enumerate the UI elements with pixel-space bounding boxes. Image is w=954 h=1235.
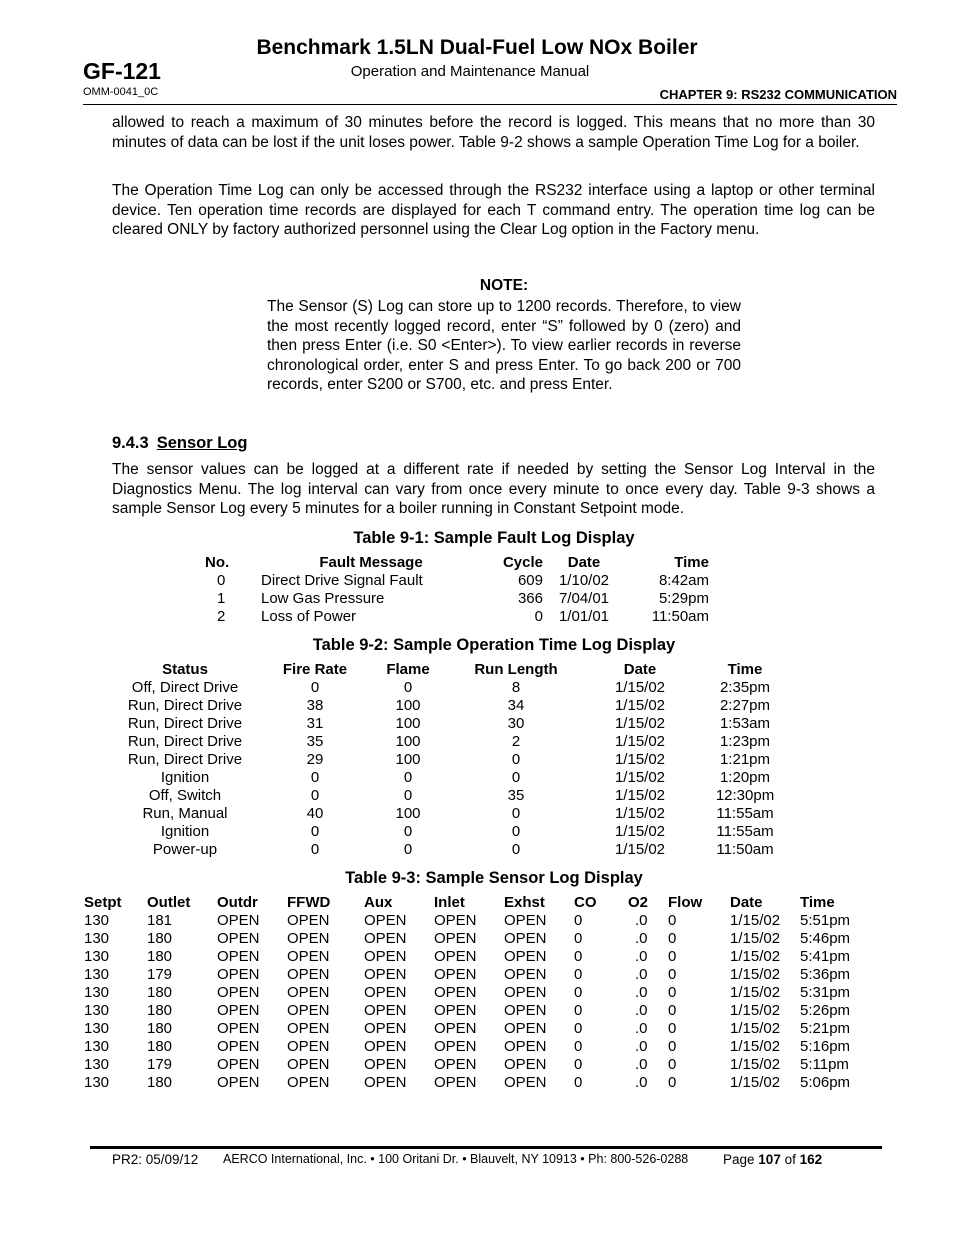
table-cell: 1:21pm bbox=[719, 751, 771, 768]
table-cell: 5:41pm bbox=[800, 948, 851, 965]
table-cell: 5:16pm bbox=[800, 1038, 851, 1055]
column-header: Time bbox=[674, 554, 709, 571]
table-cell: 5:21pm bbox=[800, 1020, 851, 1037]
table-cell: 2:35pm bbox=[719, 679, 771, 696]
table-cell: 180 bbox=[147, 1020, 173, 1037]
table-row bbox=[205, 572, 709, 590]
table-cell: 366 bbox=[517, 590, 543, 607]
table-cell: 0 bbox=[668, 1038, 677, 1055]
table-cell: Ignition bbox=[160, 769, 210, 786]
table-cell: 38 bbox=[306, 697, 324, 714]
table-cell: OPEN bbox=[364, 1074, 407, 1091]
fault-log-table bbox=[205, 554, 709, 626]
table-cell: 130 bbox=[84, 1002, 110, 1019]
table-cell: 1/15/02 bbox=[614, 805, 666, 822]
table-cell: OPEN bbox=[287, 966, 330, 983]
table-cell: 7/04/01 bbox=[558, 590, 610, 607]
table-cell: OPEN bbox=[287, 1074, 330, 1091]
table-cell: 0 bbox=[668, 1020, 677, 1037]
table-row bbox=[112, 751, 798, 769]
table-cell: 0 bbox=[668, 1074, 677, 1091]
table-header-row bbox=[112, 661, 798, 679]
table-cell: 5:29pm bbox=[658, 590, 709, 607]
table-cell: .0 bbox=[635, 948, 648, 965]
column-header: CO bbox=[574, 894, 597, 911]
table-cell: 1 bbox=[217, 590, 226, 607]
sensor-log-table bbox=[84, 894, 860, 1092]
table-cell: 609 bbox=[517, 572, 543, 589]
paragraph-log-timing: allowed to reach a maximum of 30 minutes before the record is logged. This means that no more than 30 minutes of data can be lost if the unit loses power. Table 9-2 shows a sample Operation Time Log for a boiler. bbox=[112, 114, 875, 151]
table-cell: 1/15/02 bbox=[730, 1038, 781, 1055]
column-header: Cycle bbox=[502, 554, 543, 571]
table-cell: 1:23pm bbox=[719, 733, 771, 750]
table-cell: OPEN bbox=[217, 1038, 260, 1055]
table-row bbox=[84, 1056, 860, 1074]
table-cell: 181 bbox=[147, 912, 173, 929]
table-cell: 100 bbox=[395, 733, 421, 750]
table-cell: OPEN bbox=[287, 1038, 330, 1055]
table-cell: .0 bbox=[635, 966, 648, 983]
table-cell: 0 bbox=[668, 984, 677, 1001]
table-cell: OPEN bbox=[434, 1002, 477, 1019]
table-cell: 0 bbox=[403, 787, 413, 804]
column-header: Fire Rate bbox=[282, 661, 348, 678]
table-cell: 1/15/02 bbox=[730, 984, 781, 1001]
column-header: Date bbox=[730, 894, 763, 911]
table-cell: OPEN bbox=[364, 1056, 407, 1073]
footer-revision: PR2: 05/09/12 bbox=[112, 1152, 199, 1167]
table-row bbox=[84, 912, 860, 930]
column-header: Run Length bbox=[474, 661, 558, 678]
table-row bbox=[84, 984, 860, 1002]
table-cell: OPEN bbox=[434, 1056, 477, 1073]
table-cell: 0 bbox=[574, 1074, 583, 1091]
table-cell: Run, Direct Drive bbox=[127, 751, 243, 768]
column-header: Outdr bbox=[217, 894, 258, 911]
table-cell: Ignition bbox=[160, 823, 210, 840]
table-cell: OPEN bbox=[287, 1020, 330, 1037]
table-cell: 180 bbox=[147, 984, 173, 1001]
table-cell: 0 bbox=[511, 769, 521, 786]
table-cell: 0 bbox=[574, 948, 583, 965]
table-cell: 179 bbox=[147, 1056, 173, 1073]
table-cell: 100 bbox=[395, 697, 421, 714]
table-cell: OPEN bbox=[217, 984, 260, 1001]
footer-company-info: AERCO International, Inc. • 100 Oritani Dr. • Blauvelt, NY 10913 • Ph: 800-526-0288 bbox=[223, 1152, 689, 1166]
table-cell: 1/15/02 bbox=[730, 1002, 781, 1019]
table-cell: 0 bbox=[668, 948, 677, 965]
table-cell: 130 bbox=[84, 1038, 110, 1055]
table-cell: OPEN bbox=[434, 930, 477, 947]
table-cell: 5:36pm bbox=[800, 966, 851, 983]
table-row bbox=[84, 948, 860, 966]
column-header: Inlet bbox=[434, 894, 465, 911]
column-header: O2 bbox=[628, 894, 649, 911]
table-cell: 40 bbox=[306, 805, 324, 822]
table-cell: Off, Direct Drive bbox=[131, 679, 239, 696]
table-caption-operation-log: Table 9-2: Sample Operation Time Log Display bbox=[312, 636, 676, 654]
table-cell: 1/15/02 bbox=[614, 787, 666, 804]
table-cell: 0 bbox=[574, 966, 583, 983]
table-cell: OPEN bbox=[287, 1002, 330, 1019]
column-header: Outlet bbox=[147, 894, 191, 911]
table-cell: 0 bbox=[403, 679, 413, 696]
table-cell: OPEN bbox=[504, 966, 547, 983]
table-cell: OPEN bbox=[504, 1056, 547, 1073]
current-page: 107 bbox=[758, 1152, 781, 1167]
table-cell: .0 bbox=[635, 930, 648, 947]
table-cell: Power-up bbox=[152, 841, 218, 858]
table-cell: .0 bbox=[635, 1056, 648, 1073]
table-cell: 0 bbox=[668, 1002, 677, 1019]
table-cell: OPEN bbox=[434, 948, 477, 965]
table-cell: 0 bbox=[310, 787, 320, 804]
table-row bbox=[112, 769, 798, 787]
table-cell: 1/15/02 bbox=[614, 751, 666, 768]
table-cell: 5:46pm bbox=[800, 930, 851, 947]
table-cell: 1/15/02 bbox=[730, 1020, 781, 1037]
table-cell: 100 bbox=[395, 805, 421, 822]
column-header: Aux bbox=[364, 894, 393, 911]
column-header: Fault Message bbox=[319, 554, 423, 571]
table-cell: 1/15/02 bbox=[730, 1056, 781, 1073]
table-cell: OPEN bbox=[217, 1074, 260, 1091]
table-row bbox=[112, 733, 798, 751]
table-cell: 0 bbox=[511, 805, 521, 822]
table-row bbox=[84, 1020, 860, 1038]
table-header-row bbox=[84, 894, 860, 912]
table-cell: 11:55am bbox=[716, 805, 774, 822]
table-cell: OPEN bbox=[287, 930, 330, 947]
table-cell: 1/01/01 bbox=[558, 608, 610, 625]
table-row bbox=[112, 841, 798, 859]
table-row bbox=[112, 823, 798, 841]
table-cell: 12:30pm bbox=[715, 787, 775, 804]
table-cell: 35 bbox=[507, 787, 525, 804]
table-cell: 5:31pm bbox=[800, 984, 851, 1001]
table-row bbox=[84, 1074, 860, 1092]
table-row bbox=[205, 608, 709, 626]
table-cell: OPEN bbox=[364, 984, 407, 1001]
table-cell: 30 bbox=[507, 715, 525, 732]
table-cell: OPEN bbox=[364, 1002, 407, 1019]
table-cell: 0 bbox=[511, 841, 521, 858]
table-cell: 130 bbox=[84, 912, 110, 929]
table-cell: 2 bbox=[511, 733, 521, 750]
table-row bbox=[84, 1038, 860, 1056]
table-cell: OPEN bbox=[364, 948, 407, 965]
operation-time-log-table bbox=[112, 661, 798, 859]
table-row bbox=[112, 805, 798, 823]
table-cell: 130 bbox=[84, 1074, 110, 1091]
table-cell: 0 bbox=[403, 841, 413, 858]
table-cell: 180 bbox=[147, 948, 173, 965]
table-cell: 1/15/02 bbox=[614, 841, 666, 858]
table-cell: 1/15/02 bbox=[730, 930, 781, 947]
table-cell: 5:26pm bbox=[800, 1002, 851, 1019]
column-header: Date bbox=[567, 554, 601, 571]
table-cell: 0 bbox=[511, 823, 521, 840]
table-cell: .0 bbox=[635, 984, 648, 1001]
operation-log-rows bbox=[112, 679, 798, 859]
table-row bbox=[84, 930, 860, 948]
table-cell: 0 bbox=[574, 1038, 583, 1055]
paragraph-operation-log-access: The Operation Time Log can only be accessed through the RS232 interface using a laptop or other terminal device. Ten operation time records are displayed for each T command entry. The operation time log can be cleared ONLY by factory authorized personnel using the Clear Log option in the Factory menu. bbox=[112, 182, 875, 239]
table-row bbox=[112, 697, 798, 715]
table-cell: OPEN bbox=[287, 984, 330, 1001]
table-cell: .0 bbox=[635, 1002, 648, 1019]
table-cell: 11:50am bbox=[716, 841, 774, 858]
table-cell: 0 bbox=[574, 1020, 583, 1037]
table-cell: 0 bbox=[310, 679, 320, 696]
table-cell: OPEN bbox=[217, 1020, 260, 1037]
table-cell: 11:55am bbox=[716, 823, 774, 840]
table-cell: Run, Direct Drive bbox=[127, 733, 243, 750]
table-cell: 1/15/02 bbox=[614, 769, 666, 786]
column-header: Status bbox=[162, 661, 208, 678]
table-cell: OPEN bbox=[504, 948, 547, 965]
table-cell: 130 bbox=[84, 930, 110, 947]
table-cell: 0 bbox=[511, 751, 521, 768]
header-divider bbox=[83, 104, 897, 105]
note-heading: NOTE: bbox=[479, 277, 529, 294]
table-cell: 179 bbox=[147, 966, 173, 983]
table-cell: .0 bbox=[635, 1020, 648, 1037]
table-cell: Run, Direct Drive bbox=[127, 715, 243, 732]
column-header: Time bbox=[800, 894, 835, 911]
table-cell: OPEN bbox=[217, 930, 260, 947]
table-caption-fault-log: Table 9-1: Sample Fault Log Display bbox=[353, 529, 635, 547]
table-cell: 29 bbox=[306, 751, 324, 768]
document-number: OMM-0041_0C bbox=[83, 86, 159, 98]
table-cell: 0 bbox=[574, 1002, 583, 1019]
table-cell: 1/15/02 bbox=[614, 697, 666, 714]
table-cell: 1/15/02 bbox=[730, 948, 781, 965]
column-header: Flow bbox=[668, 894, 703, 911]
table-cell: 1:20pm bbox=[719, 769, 771, 786]
table-cell: OPEN bbox=[364, 912, 407, 929]
table-cell: 34 bbox=[507, 697, 525, 714]
table-cell: 0 bbox=[310, 769, 320, 786]
table-cell: OPEN bbox=[504, 1020, 547, 1037]
table-row bbox=[112, 787, 798, 805]
column-header: Setpt bbox=[84, 894, 122, 911]
column-header: Date bbox=[623, 661, 657, 678]
table-row bbox=[84, 1002, 860, 1020]
table-cell: Run, Manual bbox=[142, 805, 228, 822]
table-cell: Run, Direct Drive bbox=[127, 697, 243, 714]
table-cell: OPEN bbox=[434, 1038, 477, 1055]
table-cell: 5:11pm bbox=[800, 1056, 849, 1073]
column-header: No. bbox=[205, 554, 230, 571]
table-cell: 1/15/02 bbox=[614, 733, 666, 750]
table-cell: OPEN bbox=[434, 912, 477, 929]
table-cell: 0 bbox=[310, 841, 320, 858]
document-subtitle: Operation and Maintenance Manual bbox=[350, 63, 590, 80]
table-cell: 0 bbox=[668, 966, 677, 983]
table-cell: 0 bbox=[574, 930, 583, 947]
column-header: FFWD bbox=[287, 894, 331, 911]
table-cell: Loss of Power bbox=[261, 608, 357, 625]
table-cell: 0 bbox=[574, 912, 583, 929]
table-cell: 1/15/02 bbox=[614, 715, 666, 732]
column-header: Exhst bbox=[504, 894, 545, 911]
table-cell: 130 bbox=[84, 1056, 110, 1073]
table-cell: 0 bbox=[403, 769, 413, 786]
table-cell: 100 bbox=[395, 751, 421, 768]
column-header: Time bbox=[727, 661, 763, 678]
table-cell: OPEN bbox=[504, 1038, 547, 1055]
document-title: Benchmark 1.5LN Dual-Fuel Low NOx Boiler bbox=[256, 36, 698, 59]
table-cell: 2:27pm bbox=[719, 697, 771, 714]
table-cell: OPEN bbox=[217, 912, 260, 929]
table-cell: 130 bbox=[84, 966, 110, 983]
table-cell: Low Gas Pressure bbox=[261, 590, 385, 607]
of-label: of bbox=[784, 1152, 796, 1167]
table-cell: OPEN bbox=[364, 1038, 407, 1055]
table-cell: OPEN bbox=[434, 966, 477, 983]
table-cell: 180 bbox=[147, 1074, 173, 1091]
table-cell: OPEN bbox=[364, 930, 407, 947]
table-caption-sensor-log: Table 9-3: Sample Sensor Log Display bbox=[345, 869, 643, 887]
table-cell: 1/15/02 bbox=[614, 679, 666, 696]
table-cell: Off, Switch bbox=[148, 787, 222, 804]
table-cell: OPEN bbox=[287, 912, 330, 929]
note-body: The Sensor (S) Log can store up to 1200 records. Therefore, to view the most recently logged record, enter “S” followed by 0 (zero) and then press Enter (i.e. S0 <Enter>). To view earlier records in reverse chronological order, enter S and press Enter. To go back 200 or 700 records, enter S200 or S700, etc. and press Enter. bbox=[267, 298, 741, 394]
table-cell: 130 bbox=[84, 1020, 110, 1037]
table-cell: 0 bbox=[534, 608, 543, 625]
table-cell: 180 bbox=[147, 1002, 173, 1019]
table-cell: 0 bbox=[668, 912, 677, 929]
table-cell: 8 bbox=[511, 679, 521, 696]
footer-page-number bbox=[723, 1152, 822, 1167]
table-cell: 130 bbox=[84, 948, 110, 965]
table-cell: OPEN bbox=[434, 1020, 477, 1037]
table-cell: .0 bbox=[635, 1074, 648, 1091]
table-cell: OPEN bbox=[504, 984, 547, 1001]
table-cell: 180 bbox=[147, 930, 173, 947]
table-cell: OPEN bbox=[217, 1056, 260, 1073]
table-cell: 0 bbox=[310, 823, 320, 840]
table-cell: 0 bbox=[668, 1056, 677, 1073]
table-cell: OPEN bbox=[364, 966, 407, 983]
table-cell: 0 bbox=[217, 572, 226, 589]
table-row bbox=[205, 590, 709, 608]
table-cell: 5:06pm bbox=[800, 1074, 851, 1091]
sensor-log-rows bbox=[84, 912, 860, 1092]
footer-divider bbox=[90, 1146, 882, 1149]
table-cell: 31 bbox=[306, 715, 324, 732]
table-cell: 180 bbox=[147, 1038, 173, 1055]
table-row bbox=[112, 679, 798, 697]
paragraph-sensor-log: The sensor values can be logged at a different rate if needed by setting the Sensor Log Interval in the Diagnostics Menu. The log interval can vary from once every minute to once every day. Table 9-3 shows a sample Sensor Log every 5 minutes for a boiler running in Constant Setpoint mode. bbox=[112, 461, 875, 518]
table-cell: OPEN bbox=[504, 912, 547, 929]
table-cell: 8:42am bbox=[658, 572, 709, 589]
table-cell: 11:50am bbox=[651, 608, 709, 625]
column-header: Flame bbox=[386, 661, 430, 678]
table-cell: 1/15/02 bbox=[730, 912, 781, 929]
table-row bbox=[84, 966, 860, 984]
table-cell: 1/15/02 bbox=[730, 1074, 781, 1091]
table-cell: 35 bbox=[306, 733, 324, 750]
table-cell: OPEN bbox=[434, 1074, 477, 1091]
table-row bbox=[112, 715, 798, 733]
table-cell: OPEN bbox=[217, 1002, 260, 1019]
table-cell: 100 bbox=[395, 715, 421, 732]
table-cell: OPEN bbox=[217, 966, 260, 983]
section-title: Sensor Log bbox=[156, 434, 248, 452]
table-cell: 0 bbox=[574, 1056, 583, 1073]
table-cell: OPEN bbox=[287, 948, 330, 965]
table-cell: Direct Drive Signal Fault bbox=[261, 572, 423, 589]
table-cell: OPEN bbox=[504, 1002, 547, 1019]
table-cell: .0 bbox=[635, 912, 648, 929]
page-label: Page bbox=[723, 1152, 755, 1167]
table-cell: OPEN bbox=[217, 948, 260, 965]
table-cell: 2 bbox=[217, 608, 226, 625]
table-cell: OPEN bbox=[504, 1074, 547, 1091]
table-cell: 1/10/02 bbox=[558, 572, 610, 589]
table-cell: OPEN bbox=[504, 930, 547, 947]
table-cell: 0 bbox=[668, 930, 677, 947]
table-cell: OPEN bbox=[434, 984, 477, 1001]
section-number: 9.4.3 bbox=[112, 434, 149, 452]
section-heading bbox=[112, 434, 247, 453]
table-cell: 0 bbox=[403, 823, 413, 840]
table-cell: OPEN bbox=[364, 1020, 407, 1037]
table-cell: .0 bbox=[635, 1038, 648, 1055]
model-code: GF-121 bbox=[83, 58, 161, 84]
table-cell: 5:51pm bbox=[800, 912, 851, 929]
chapter-title: CHAPTER 9: RS232 COMMUNICATION bbox=[659, 87, 897, 102]
total-pages: 162 bbox=[799, 1152, 823, 1167]
table-cell: OPEN bbox=[287, 1056, 330, 1073]
table-header-row bbox=[205, 554, 709, 572]
table-cell: 1/15/02 bbox=[730, 966, 781, 983]
table-cell: 130 bbox=[84, 984, 110, 1001]
table-cell: 1:53am bbox=[719, 715, 771, 732]
table-cell: 0 bbox=[574, 984, 583, 1001]
table-cell: 1/15/02 bbox=[614, 823, 666, 840]
